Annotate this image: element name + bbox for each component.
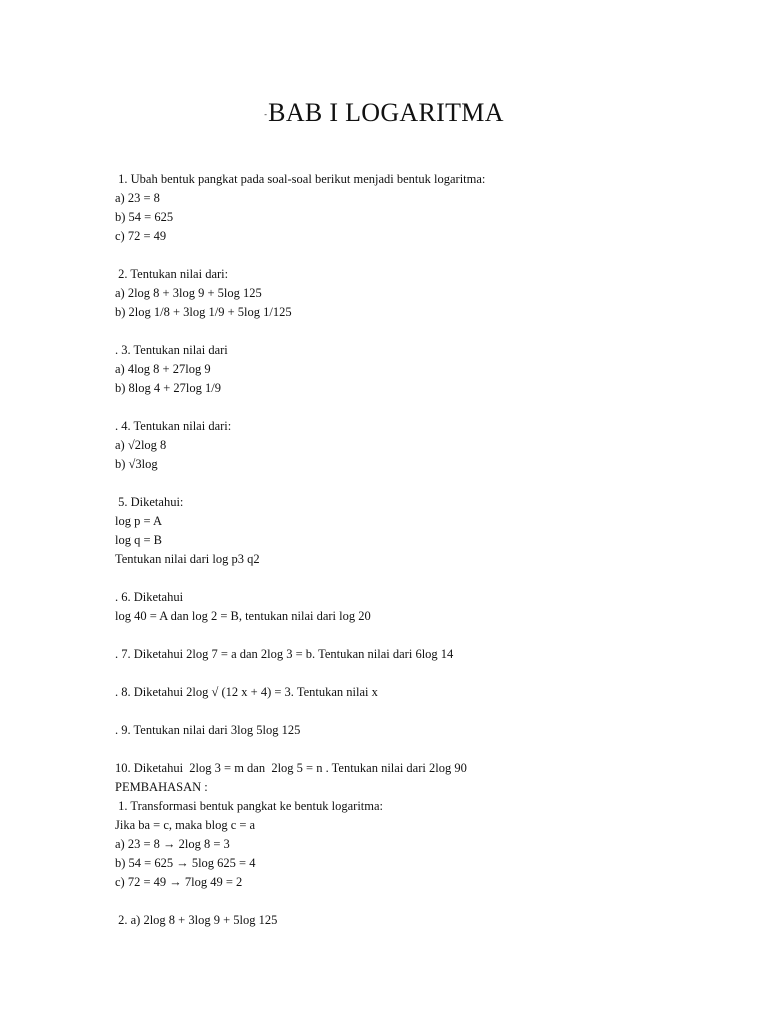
text-line: Jika ba = c, maka blog c = a [115, 818, 256, 832]
text-line: b) 2log 1/8 + 3log 1/9 + 5log 1/125 [115, 305, 292, 319]
page-title [0, 96, 768, 132]
title-mark: - [264, 110, 268, 120]
text-line: b) 8log 4 + 27log 1/9 [115, 381, 222, 395]
text-line: 5. Diketahui: [115, 495, 184, 509]
text-line: a) 2log 8 + 3log 9 + 5log 125 [115, 286, 262, 300]
text-line: b) √3log [115, 457, 158, 471]
text-line [115, 702, 715, 721]
text-line: . 9. Tentukan nilai dari 3log 5log 125 [115, 723, 301, 737]
text-line: Tentukan nilai dari log p3 q2 [115, 552, 260, 566]
text-line [115, 892, 715, 911]
text-line [115, 246, 715, 265]
text-line: . 4. Tentukan nilai dari: [115, 419, 232, 433]
title-text: BAB I LOGARITMA [268, 98, 504, 127]
text-line: b) 54 = 625 → 5log 625 = 4 [115, 856, 256, 870]
text-line: PEMBAHASAN : [115, 780, 208, 794]
text-line [115, 626, 715, 645]
text-line [115, 322, 715, 341]
text-line: log 40 = A dan log 2 = B, tentukan nilai dari log 20 [115, 609, 371, 623]
text-line: a) 4log 8 + 27log 9 [115, 362, 211, 376]
text-line: log q = B [115, 533, 162, 547]
text-line: 1. Transformasi bentuk pangkat ke bentuk logaritma: [115, 799, 384, 813]
text-line [115, 569, 715, 588]
text-line [115, 398, 715, 417]
text-line [115, 664, 715, 683]
text-line [115, 740, 715, 759]
text-line: 1. Ubah bentuk pangkat pada soal-soal berikut menjadi bentuk logaritma: [115, 172, 486, 186]
text-line: . 6. Diketahui [115, 590, 184, 604]
text-line: log p = A [115, 514, 162, 528]
text-line: c) 72 = 49 → 7log 49 = 2 [115, 875, 243, 889]
text-line: b) 54 = 625 [115, 210, 174, 224]
text-line: 10. Diketahui 2log 3 = m dan 2log 5 = n . Tentukan nilai dari 2log 90 [115, 761, 467, 775]
text-line: . 7. Diketahui 2log 7 = a dan 2log 3 = b. Tentukan nilai dari 6log 14 [115, 647, 454, 661]
text-line [115, 474, 715, 493]
text-line: c) 72 = 49 [115, 229, 167, 243]
text-line: 2. a) 2log 8 + 3log 9 + 5log 125 [115, 913, 278, 927]
text-line: a) √2log 8 [115, 438, 167, 452]
text-line: 2. Tentukan nilai dari: [115, 267, 229, 281]
text-line: a) 23 = 8 [115, 191, 160, 205]
text-line: . 8. Diketahui 2log √ (12 x + 4) = 3. Tentukan nilai x [115, 685, 378, 699]
text-line: . 3. Tentukan nilai dari [115, 343, 228, 357]
text-line: a) 23 = 8 → 2log 8 = 3 [115, 837, 230, 851]
document-body [115, 170, 715, 930]
